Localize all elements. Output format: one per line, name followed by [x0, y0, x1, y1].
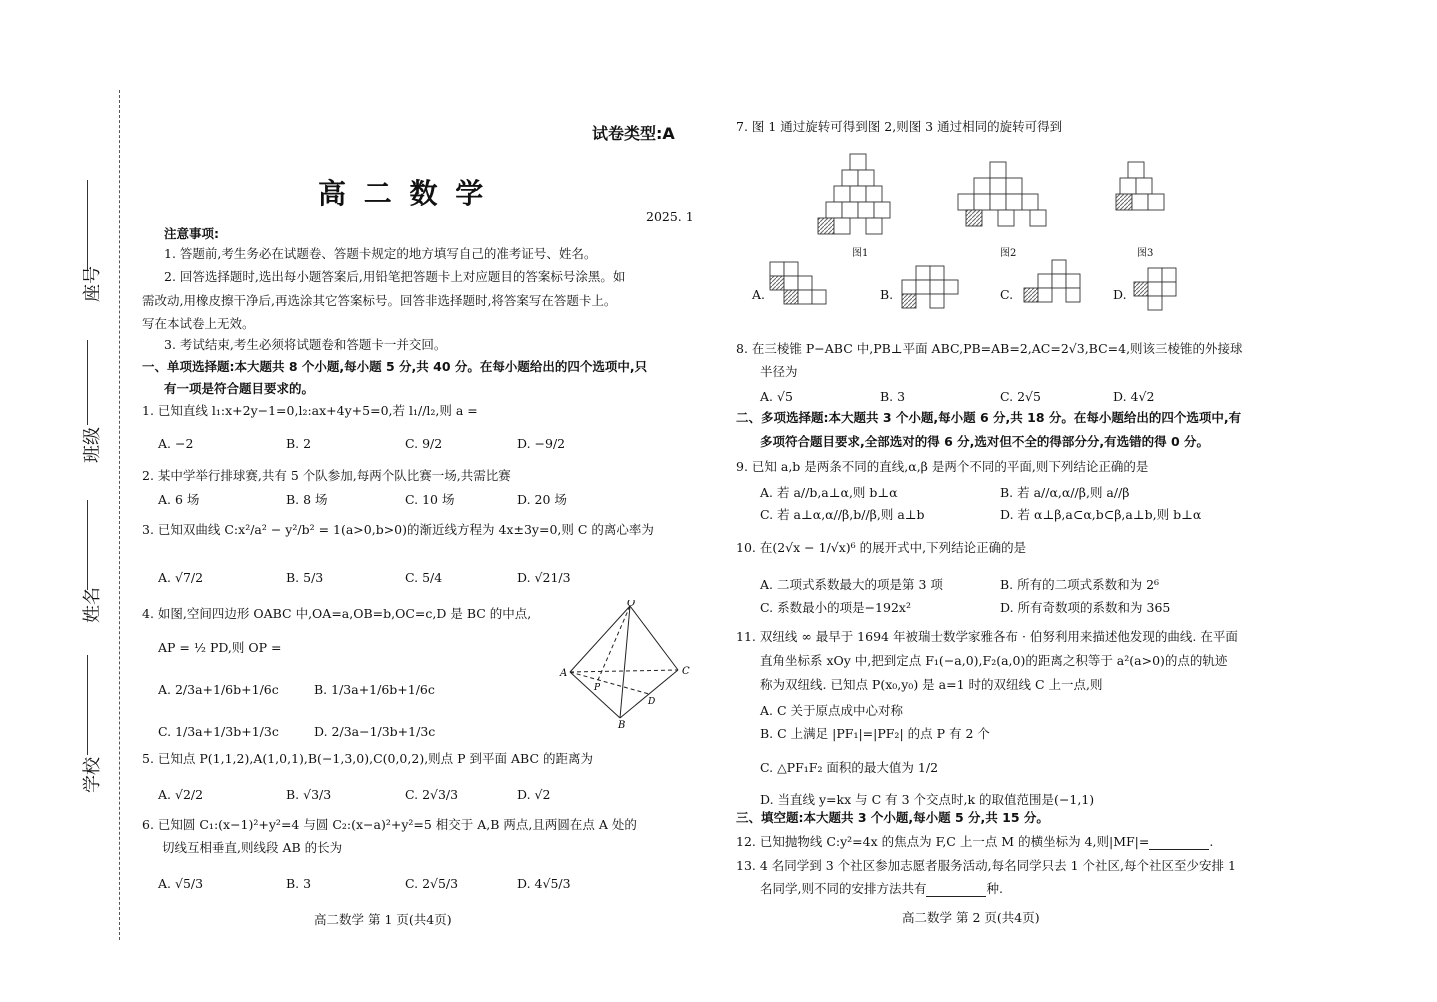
exam-date: 2025. 1	[646, 209, 694, 224]
q10-option-d[interactable]: D. 所有奇数项的系数和为 365	[1000, 600, 1171, 615]
q7-stem: 7. 图 1 通过旋转可得到图 2,则图 3 通过相同的旋转可得到	[736, 119, 1063, 134]
section-heading: 三、填空题:本大题共 3 个小题,每小题 5 分,共 15 分。	[736, 810, 1049, 825]
q7-option-a[interactable]: A.	[752, 287, 766, 302]
q4-stem-2: AP = ½ PD,则 OP =	[158, 640, 282, 655]
q10-option-a[interactable]: A. 二项式系数最大的项是第 3 项	[760, 577, 943, 592]
school-line	[87, 655, 88, 755]
notice-line: 需改动,用橡皮擦干净后,再选涂其它答案标号。回答非选择题时,将答案写在答题卡上。	[142, 293, 617, 308]
q9-stem: 9. 已知 a,b 是两条不同的直线,α,β 是两个不同的平面,则下列结论正确的是	[736, 459, 1149, 474]
q6-option-b[interactable]: B. 3	[286, 876, 312, 891]
name-line	[87, 500, 88, 590]
q4-label-p: P	[594, 683, 601, 693]
q4-label-a: A	[560, 668, 568, 679]
q4-tetrahedron-figure	[558, 600, 698, 730]
q3-option-b[interactable]: B. 5/3	[286, 570, 324, 585]
notice-title: 注意事项:	[164, 226, 219, 241]
q7-option-c[interactable]: C.	[1000, 287, 1014, 302]
q4-label-b: B	[618, 720, 626, 730]
q8-option-b[interactable]: B. 3	[880, 389, 906, 404]
section-heading: 多项符合题目要求,全部选对的得 6 分,选对但不全的得部分分,有选错的得 0 分。	[760, 434, 1210, 449]
q2-option-c[interactable]: C. 10 场	[405, 492, 455, 507]
q4-option-c[interactable]: C. 1/3a+1/3b+1/3c	[158, 724, 279, 739]
q11-stem-3: 称为双纽线. 已知点 P(x₀,y₀) 是 a=1 时的双纽线 C 上一点,则	[760, 677, 1103, 692]
notice-line: 2. 回答选择题时,选出每小题答案后,用铅笔把答题卡上对应题目的答案标号涂黑。如	[164, 269, 626, 284]
q2-option-b[interactable]: B. 8 场	[286, 492, 328, 507]
q6-option-d[interactable]: D. 4√5/3	[517, 876, 571, 891]
q11-stem: 11. 双纽线 ∞ 最早于 1694 年被瑞士数学家雅各布 · 伯努利用来描述他发现的曲线. 在平面	[736, 629, 1238, 644]
q7-fig2-caption: 图2	[1000, 248, 1017, 259]
q5-option-b[interactable]: B. √3/3	[286, 787, 332, 802]
q10-option-b[interactable]: B. 所有的二项式系数和为 2⁶	[1000, 577, 1160, 592]
notice-line: 1. 答题前,考生务必在试题卷、答题卡规定的地方填写自己的准考证号、姓名。	[164, 246, 597, 261]
q8-stem-2: 半径为	[760, 364, 798, 379]
q4-label-d: D	[648, 697, 656, 707]
seat-line	[87, 180, 88, 270]
q8-option-d[interactable]: D. 4√2	[1113, 389, 1155, 404]
q13-stem: 13. 4 名同学到 3 个社区参加志愿者服务活动,每名同学只去 1 个社区,每个社区至少安排 1	[736, 858, 1236, 873]
q11-stem-2: 直角坐标系 xOy 中,把到定点 F₁(−a,0),F₂(a,0)的距离之积等于 a²(a>0)的点的轨迹	[760, 653, 1228, 668]
q11-option-b[interactable]: B. C 上满足 |PF₁|=|PF₂| 的点 P 有 2 个	[760, 726, 990, 741]
q8-option-a[interactable]: A. √5	[760, 389, 793, 404]
q1-stem: 1. 已知直线 l₁:x+2y−1=0,l₂:ax+4y+5=0,若 l₁//l₂,则 a =	[142, 403, 478, 418]
q4-label-o: O	[627, 600, 636, 609]
q8-option-c[interactable]: C. 2√5	[1000, 389, 1041, 404]
q10-option-c[interactable]: C. 系数最小的项是−192x²	[760, 600, 911, 615]
q12-end: .	[1209, 834, 1214, 849]
q4-option-d[interactable]: D. 2/3a−1/3b+1/3c	[314, 724, 436, 739]
q4-label-c: C	[682, 666, 690, 677]
q11-option-a[interactable]: A. C 关于原点成中心对称	[760, 703, 904, 718]
q9-option-c[interactable]: C. 若 a⊥α,α//β,b//β,则 a⊥b	[760, 507, 925, 522]
q4-stem: 4. 如图,空间四边形 OABC 中,OA=a,OB=b,OC=c,D 是 BC 的中点,	[142, 606, 532, 621]
q11-option-c[interactable]: C. △PF₁F₂ 面积的最大值为 1/2	[760, 760, 939, 775]
q13-end: 种.	[986, 881, 1003, 896]
section-heading: 一、单项选择题:本大题共 8 个小题,每小题 5 分,共 40 分。在每小题给出的四个选项中,只	[142, 359, 648, 374]
q10-stem: 10. 在(2√x − 1/√x)⁶ 的展开式中,下列结论正确的是	[736, 540, 1027, 555]
section-heading: 二、多项选择题:本大题共 3 个小题,每小题 6 分,共 18 分。在每小题给出的四个选项中,有	[736, 410, 1242, 425]
q1-option-a[interactable]: A. −2	[158, 436, 194, 451]
q5-option-a[interactable]: A. √2/2	[158, 787, 204, 802]
q7-option-b[interactable]: B.	[880, 287, 894, 302]
q4-option-b[interactable]: B. 1/3a+1/6b+1/6c	[314, 682, 435, 697]
q2-stem: 2. 某中学举行排球赛,共有 5 个队参加,每两个队比赛一场,共需比赛	[142, 468, 511, 483]
q7-fig3-caption: 图3	[1137, 248, 1154, 259]
seat-label: 座号	[82, 266, 103, 302]
q12-answer-blank[interactable]	[1149, 837, 1209, 850]
page-title: 高 二 数 学	[318, 177, 488, 210]
q3-stem: 3. 已知双曲线 C:x²/a² − y²/b² = 1(a>0,b>0)的渐近线方程为 4x±3y=0,则 C 的离心率为	[142, 522, 654, 537]
q7-option-d[interactable]: D.	[1113, 287, 1127, 302]
q11-option-d[interactable]: D. 当直线 y=kx 与 C 有 3 个交点时,k 的取值范围是(−1,1)	[760, 792, 1095, 807]
q1-option-b[interactable]: B. 2	[286, 436, 312, 451]
q4-option-a[interactable]: A. 2/3a+1/6b+1/6c	[158, 682, 279, 697]
q6-stem: 6. 已知圆 C₁:(x−1)²+y²=4 与圆 C₂:(x−a)²+y²=5 相交于 A,B 两点,且两圆在点 A 处的	[142, 817, 637, 832]
q7-fig1-caption: 图1	[852, 248, 869, 259]
q13-answer-blank[interactable]	[926, 884, 986, 897]
q6-option-a[interactable]: A. √5/3	[158, 876, 204, 891]
q3-option-c[interactable]: C. 5/4	[405, 570, 443, 585]
q5-option-d[interactable]: D. √2	[517, 787, 551, 802]
notice-line: 写在本试卷上无效。	[142, 316, 255, 331]
q9-option-a[interactable]: A. 若 a//b,a⊥α,则 b⊥α	[760, 485, 898, 500]
q13-text: 名同学,则不同的安排方法共有	[760, 881, 927, 896]
q9-option-d[interactable]: D. 若 α⊥β,a⊂α,b⊂β,a⊥b,则 b⊥α	[1000, 507, 1202, 522]
binding-dashed-line	[119, 90, 120, 940]
class-line	[87, 340, 88, 425]
q1-option-d[interactable]: D. −9/2	[517, 436, 566, 451]
page-footer: 高二数学 第 1 页(共4页)	[314, 912, 452, 927]
q8-stem: 8. 在三棱锥 P−ABC 中,PB⊥平面 ABC,PB=AB=2,AC=2√3,BC=4,则该三棱锥的外接球	[736, 341, 1243, 356]
school-label: 学校	[82, 757, 103, 793]
q6-stem-2: 切线互相垂直,则线段 AB 的长为	[162, 840, 343, 855]
q9-option-b[interactable]: B. 若 a//α,α//β,则 a//β	[1000, 485, 1130, 500]
q12-stem	[736, 834, 1213, 850]
page-footer: 高二数学 第 2 页(共4页)	[902, 910, 1040, 925]
q5-option-c[interactable]: C. 2√3/3	[405, 787, 459, 802]
q2-option-d[interactable]: D. 20 场	[517, 492, 567, 507]
notice-line: 3. 考试结束,考生必须将试题卷和答题卡一并交回。	[164, 337, 447, 352]
q2-option-a[interactable]: A. 6 场	[158, 492, 200, 507]
q6-option-c[interactable]: C. 2√5/3	[405, 876, 459, 891]
section-heading: 有一项是符合题目要求的。	[164, 381, 315, 396]
class-label: 班级	[82, 427, 103, 463]
name-label: 姓名	[82, 587, 103, 623]
q3-option-d[interactable]: D. √21/3	[517, 570, 571, 585]
q3-option-a[interactable]: A. √7/2	[158, 570, 204, 585]
q1-option-c[interactable]: C. 9/2	[405, 436, 443, 451]
q5-stem: 5. 已知点 P(1,1,2),A(1,0,1),B(−1,3,0),C(0,0,2),则点 P 到平面 ABC 的距离为	[142, 751, 593, 766]
q12-text: 12. 已知抛物线 C:y²=4x 的焦点为 F,C 上一点 M 的横坐标为 4,则|MF|=	[736, 834, 1150, 849]
q13-stem-2	[760, 881, 1003, 897]
paper-type: 试卷类型:A	[592, 124, 675, 143]
